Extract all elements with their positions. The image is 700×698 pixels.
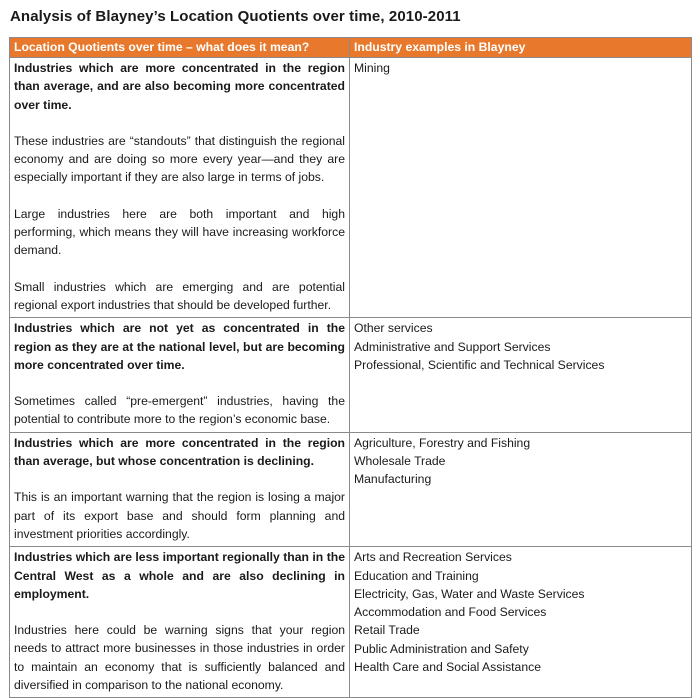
row-paragraph: These industries are “standouts” that distinguish the regional economy and are doing so more every year—and they are especially important if they are also large in terms of jobs. [14,133,345,185]
meaning-cell [10,58,350,318]
industry-example: Manufacturing [354,472,432,487]
industry-example: Mining [354,61,390,75]
row-paragraph: This is an important warning that the region is losing a major part of its export base and should form planning and investment priorities accordingly. [14,490,345,541]
industry-example: Wholesale Trade [354,454,446,469]
table-row [10,58,692,318]
meaning-cell [10,432,350,546]
row-lead: Industries which are less important regionally than in the Central West as a whole and are also declining in employment. [14,550,345,601]
location-quotient-table [9,37,692,698]
examples-cell [350,58,692,318]
column-header-meaning: Location Quotients over time – what does it mean? [10,38,350,58]
industry-example: Accommodation and Food Services [354,605,547,620]
industry-example: Public Administration and Safety [354,641,529,656]
row-paragraph: Industries here could be warning signs that your region needs to attract more businesses in those industries in order to maintain an economy that is sufficiently balanced and diversified in comparison to the national economy. [14,623,345,693]
industry-example: Health Care and Social Assistance [354,660,541,675]
industry-example: Professional, Scientific and Technical Services [354,357,605,372]
column-header-examples: Industry examples in Blayney [350,38,692,58]
row-lead: Industries which are not yet as concentrated in the region as they are at the national level, but are becoming more concentrated over time. [14,321,345,372]
table-header-row [10,38,692,58]
row-paragraph: Large industries here are both important and high performing, which means they will have increasing workforce demand. [14,206,345,258]
row-paragraph: Small industries which are emerging and are potential regional export industries that should be developed further. [14,279,345,312]
table-row [10,547,692,698]
examples-cell [350,318,692,432]
industry-example: Arts and Recreation Services [354,550,512,565]
table-row [10,432,692,546]
table-row [10,318,692,432]
row-lead: Industries which are more concentrated in the region than average, but whose concentration is declining. [14,435,345,469]
industry-example: Education and Training [354,568,479,583]
industry-example: Other services [354,321,433,336]
examples-cell [350,547,692,698]
examples-cell [350,432,692,546]
meaning-cell [10,318,350,432]
page-title: Analysis of Blayney’s Location Quotients over time, 2010-2011 [10,8,461,25]
row-lead: Industries which are more concentrated in the region than average, and are also becoming more concentrated over time. [14,61,345,112]
industry-example: Agriculture, Forestry and Fishing [354,435,531,450]
industry-example: Retail Trade [354,623,420,638]
industry-example: Electricity, Gas, Water and Waste Services [354,586,585,601]
industry-example: Administrative and Support Services [354,339,551,354]
meaning-cell [10,547,350,698]
row-paragraph: Sometimes called “pre-emergent” industries, having the potential to contribute more to the region’s economic base. [14,394,345,427]
